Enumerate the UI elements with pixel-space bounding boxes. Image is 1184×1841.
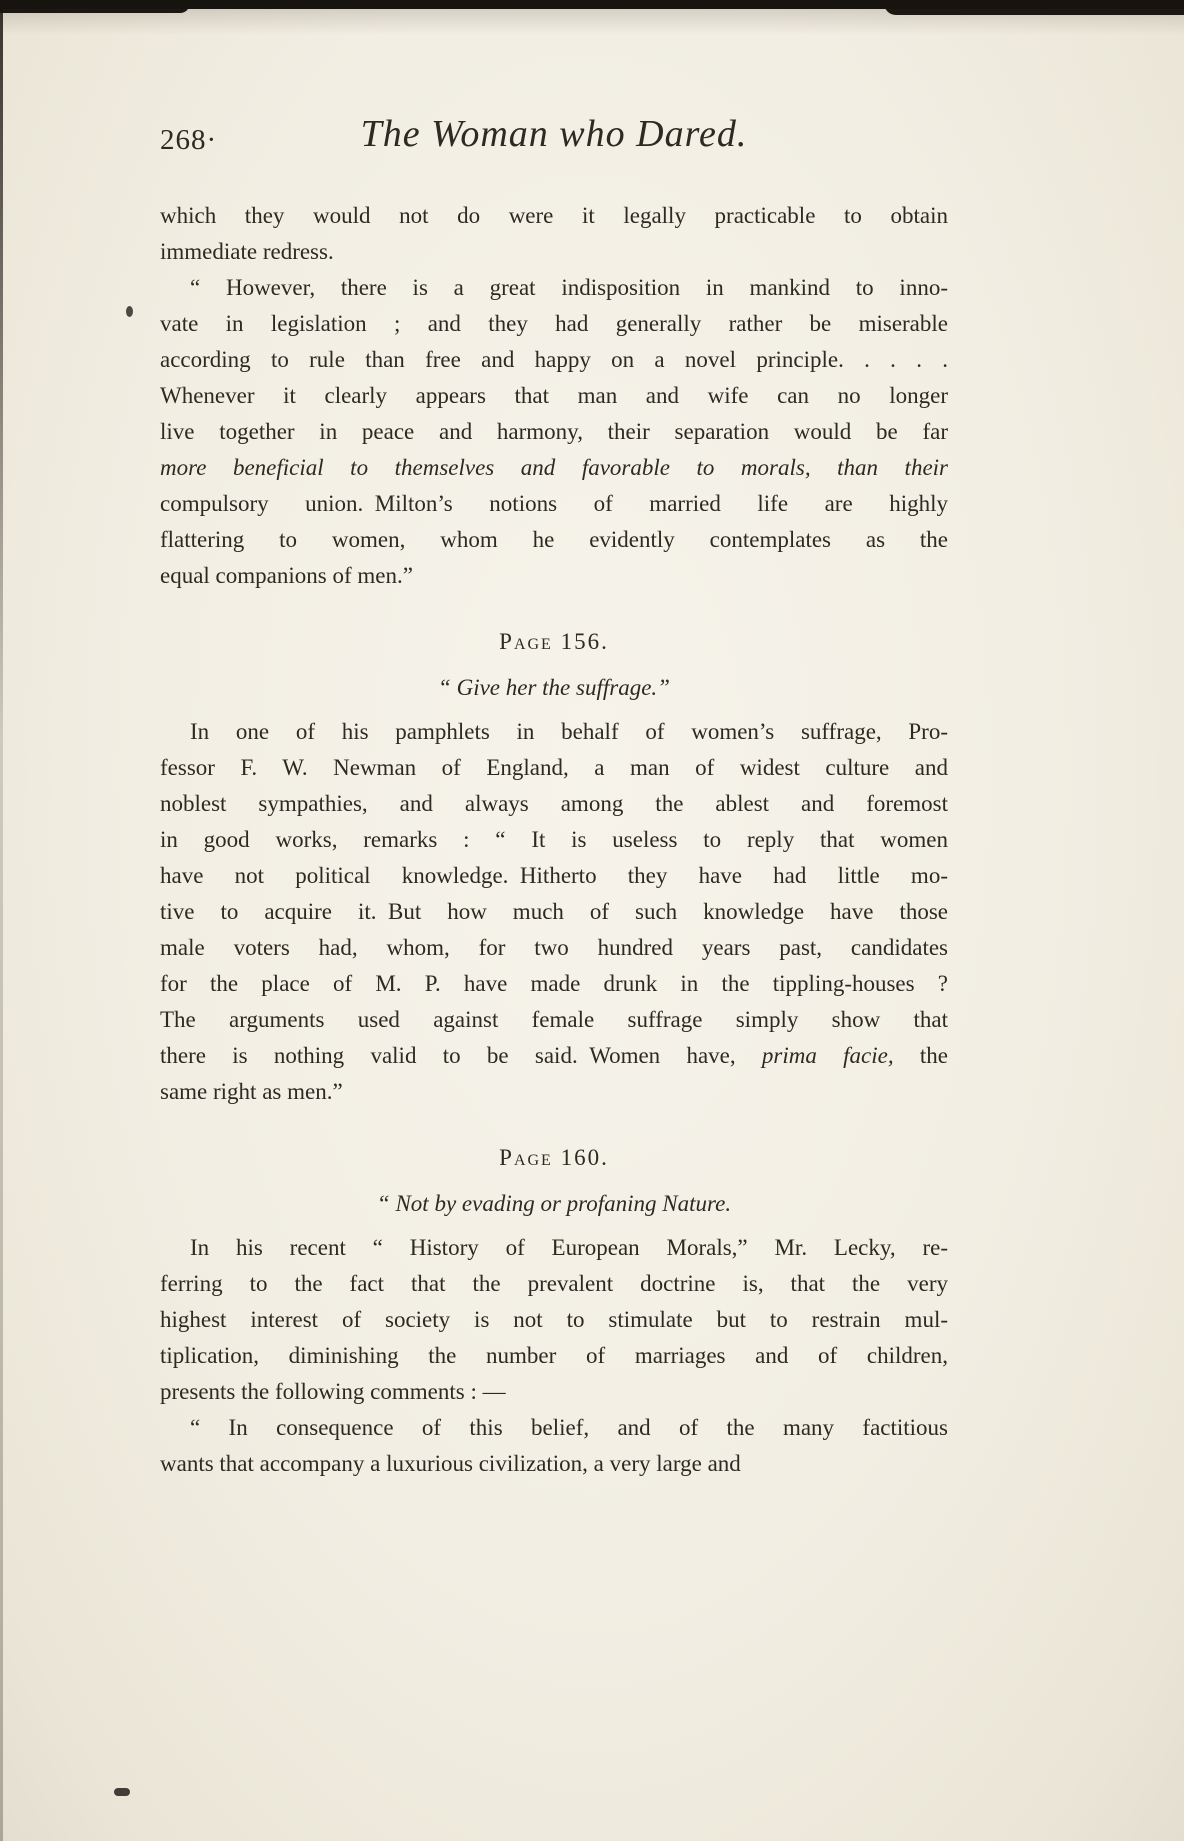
scan-artifact-speck xyxy=(126,306,133,317)
text-line: there is nothing valid to be said. Women have, prima facie, the xyxy=(160,1043,948,1068)
text-line: highest interest of society is not to stimulate but to restrain mul- xyxy=(160,1307,948,1332)
text-line: In his recent “ History of European Morals,” Mr. Lecky, re- xyxy=(190,1235,948,1260)
section-epigraph: “ Not by evading or profaning Nature. xyxy=(376,1191,732,1216)
text-line: noblest sympathies, and always among the ablest and foremost xyxy=(160,791,948,816)
paragraph xyxy=(160,1410,948,1482)
paragraph xyxy=(160,1230,948,1410)
text-line: flattering to women, whom he evidently contemplates as the xyxy=(160,527,948,552)
text-line: In one of his pamphlets in behalf of women’s suffrage, Pro- xyxy=(190,719,948,744)
text-line: compulsory union. Milton’s notions of married life are highly xyxy=(160,491,948,516)
section-heading: Page 160. xyxy=(499,1145,609,1170)
text-line: presents the following comments : — xyxy=(160,1379,506,1404)
text-line: vate in legislation ; and they had generally rather be miserable xyxy=(160,311,948,336)
page-number: 268· xyxy=(160,124,218,156)
text-line: according to rule than free and happy on a novel principle. . . . . xyxy=(160,347,948,372)
text-line: “ However, there is a great indisposition in mankind to inno- xyxy=(190,275,948,300)
text-line: same right as men.” xyxy=(160,1079,343,1104)
text-line: live together in peace and harmony, their separation would be far xyxy=(160,419,948,444)
text-line: tiplication, diminishing the number of marriages and of children, xyxy=(160,1343,948,1368)
text-line: wants that accompany a luxurious civilization, a very large and xyxy=(160,1451,741,1476)
text-line: tive to acquire it. But how much of such knowledge have those xyxy=(160,899,948,924)
text-line: male voters had, whom, for two hundred years past, candidates xyxy=(160,935,948,960)
text-line: “ In consequence of this belief, and of the many factitious xyxy=(190,1415,948,1440)
scan-artifact-speck xyxy=(114,1788,130,1796)
paragraph xyxy=(160,270,948,594)
scan-artifact-left-edge xyxy=(0,0,3,1841)
text-line: fessor F. W. Newman of England, a man of widest culture and xyxy=(160,755,948,780)
paragraph xyxy=(160,714,948,1110)
text-column xyxy=(160,112,948,1482)
text-line: in good works, remarks : “ It is useless to reply that women xyxy=(160,827,948,852)
text-line: have not political knowledge. Hitherto they have had little mo- xyxy=(160,863,948,888)
running-title: The Woman who Dared. xyxy=(360,113,748,155)
text-line: ferring to the fact that the prevalent doctrine is, that the very xyxy=(160,1271,948,1296)
text-line: equal companions of men.” xyxy=(160,563,413,588)
section-heading: Page 156. xyxy=(499,629,609,654)
section-epigraph: “ Give her the suffrage.” xyxy=(438,675,670,700)
text-line: The arguments used against female suffrage simply show that xyxy=(160,1007,948,1032)
text-line: Whenever it clearly appears that man and wife can no longer xyxy=(160,383,948,408)
scan-artifact-top-shade xyxy=(0,9,1184,35)
text-line: immediate redress. xyxy=(160,239,334,264)
running-header xyxy=(160,112,948,170)
text-line: which they would not do were it legally practicable to obtain xyxy=(160,203,948,228)
text-line: more beneficial to themselves and favorable to morals, than their xyxy=(160,455,948,480)
text-line: for the place of M. P. have made drunk in the tippling-houses ? xyxy=(160,971,948,996)
page-body xyxy=(160,198,948,1482)
paragraph xyxy=(160,198,948,270)
